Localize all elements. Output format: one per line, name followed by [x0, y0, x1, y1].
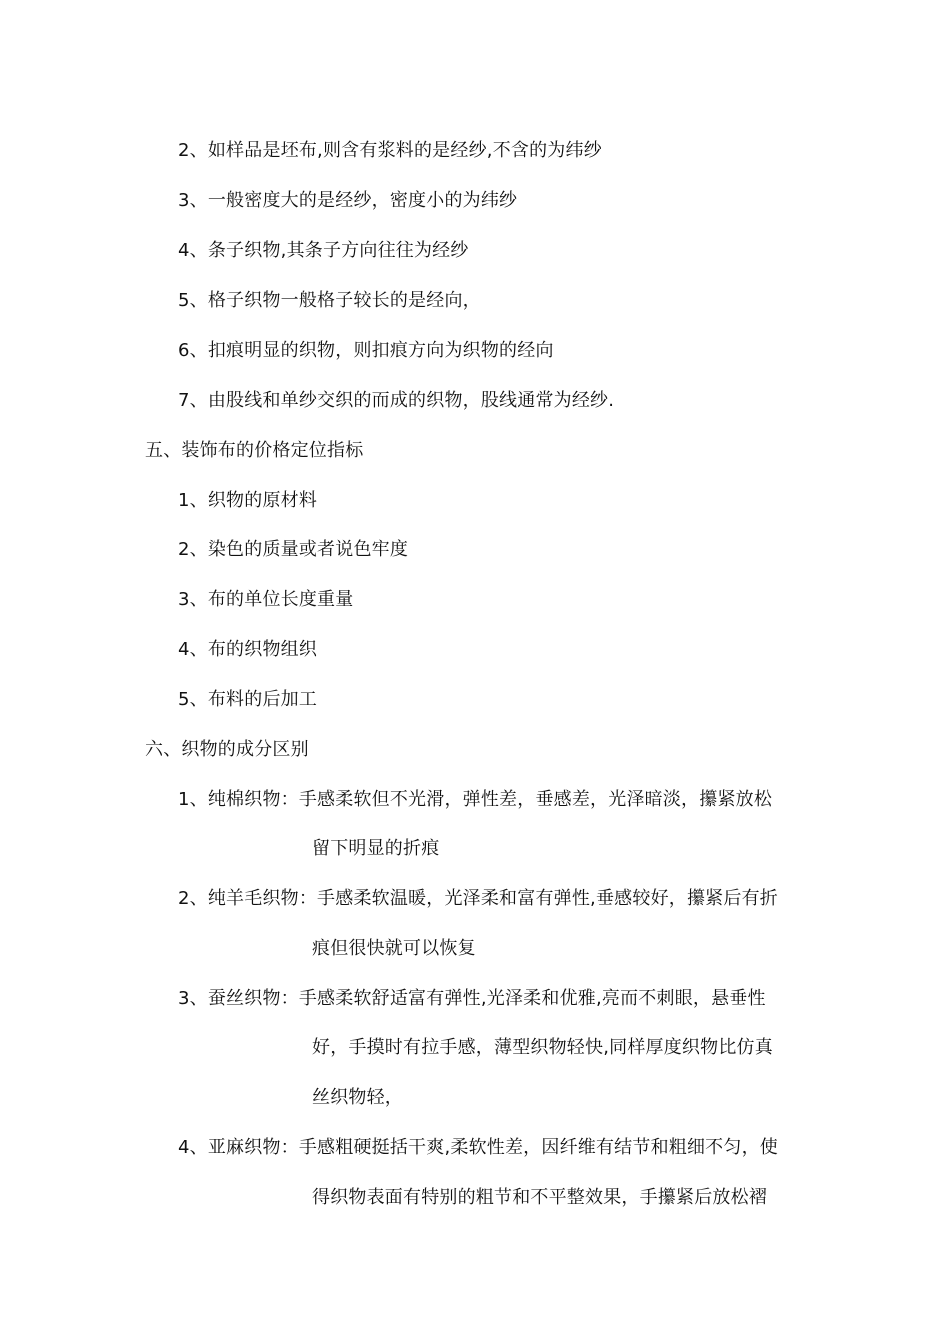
list-item-continuation: 痕但很快就可以恢复 [312, 938, 476, 959]
section-heading: 五、装饰布的价格定位指标 [145, 440, 364, 461]
list-item: 1、织物的原材料 [178, 490, 318, 511]
list-item-continuation: 得织物表面有特别的粗节和不平整效果，手攥紧后放松褶 [312, 1187, 767, 1208]
list-item: 4、亚麻织物：手感粗硬挺括干爽,柔软性差，因纤维有结节和粗细不匀，使 [178, 1137, 778, 1158]
list-item: 1、纯棉织物：手感柔软但不光滑，弹性差，垂感差，光泽暗淡，攥紧放松 [178, 789, 773, 810]
list-item: 4、条子织物,其条子方向往往为经纱 [178, 240, 469, 261]
list-item: 3、一般密度大的是经纱，密度小的为纬纱 [178, 190, 518, 211]
list-item: 7、由股线和单纱交织的而成的织物，股线通常为经纱. [178, 390, 615, 411]
list-item-continuation: 好，手摸时有拉手感，薄型织物轻快,同样厚度织物比仿真 [312, 1037, 773, 1058]
list-item: 3、蚕丝织物：手感柔软舒适富有弹性,光泽柔和优雅,亮而不刺眼，悬垂性 [178, 988, 766, 1009]
list-item: 5、布料的后加工 [178, 689, 318, 710]
list-item: 2、如样品是坯布,则含有浆料的是经纱,不含的为纬纱 [178, 140, 602, 161]
list-item: 6、扣痕明显的织物，则扣痕方向为织物的经向 [178, 340, 554, 361]
list-item-continuation: 丝织物轻， [312, 1087, 403, 1108]
list-item: 2、染色的质量或者说色牢度 [178, 539, 409, 560]
list-item: 3、布的单位长度重量 [178, 589, 354, 610]
section-heading: 六、织物的成分区别 [145, 739, 309, 760]
list-item: 5、格子织物一般格子较长的是经向， [178, 290, 481, 311]
list-item: 2、纯羊毛织物：手感柔软温暖，光泽柔和富有弹性,垂感较好，攥紧后有折 [178, 888, 778, 909]
list-item: 4、布的织物组织 [178, 639, 318, 660]
list-item-continuation: 留下明显的折痕 [312, 838, 440, 859]
